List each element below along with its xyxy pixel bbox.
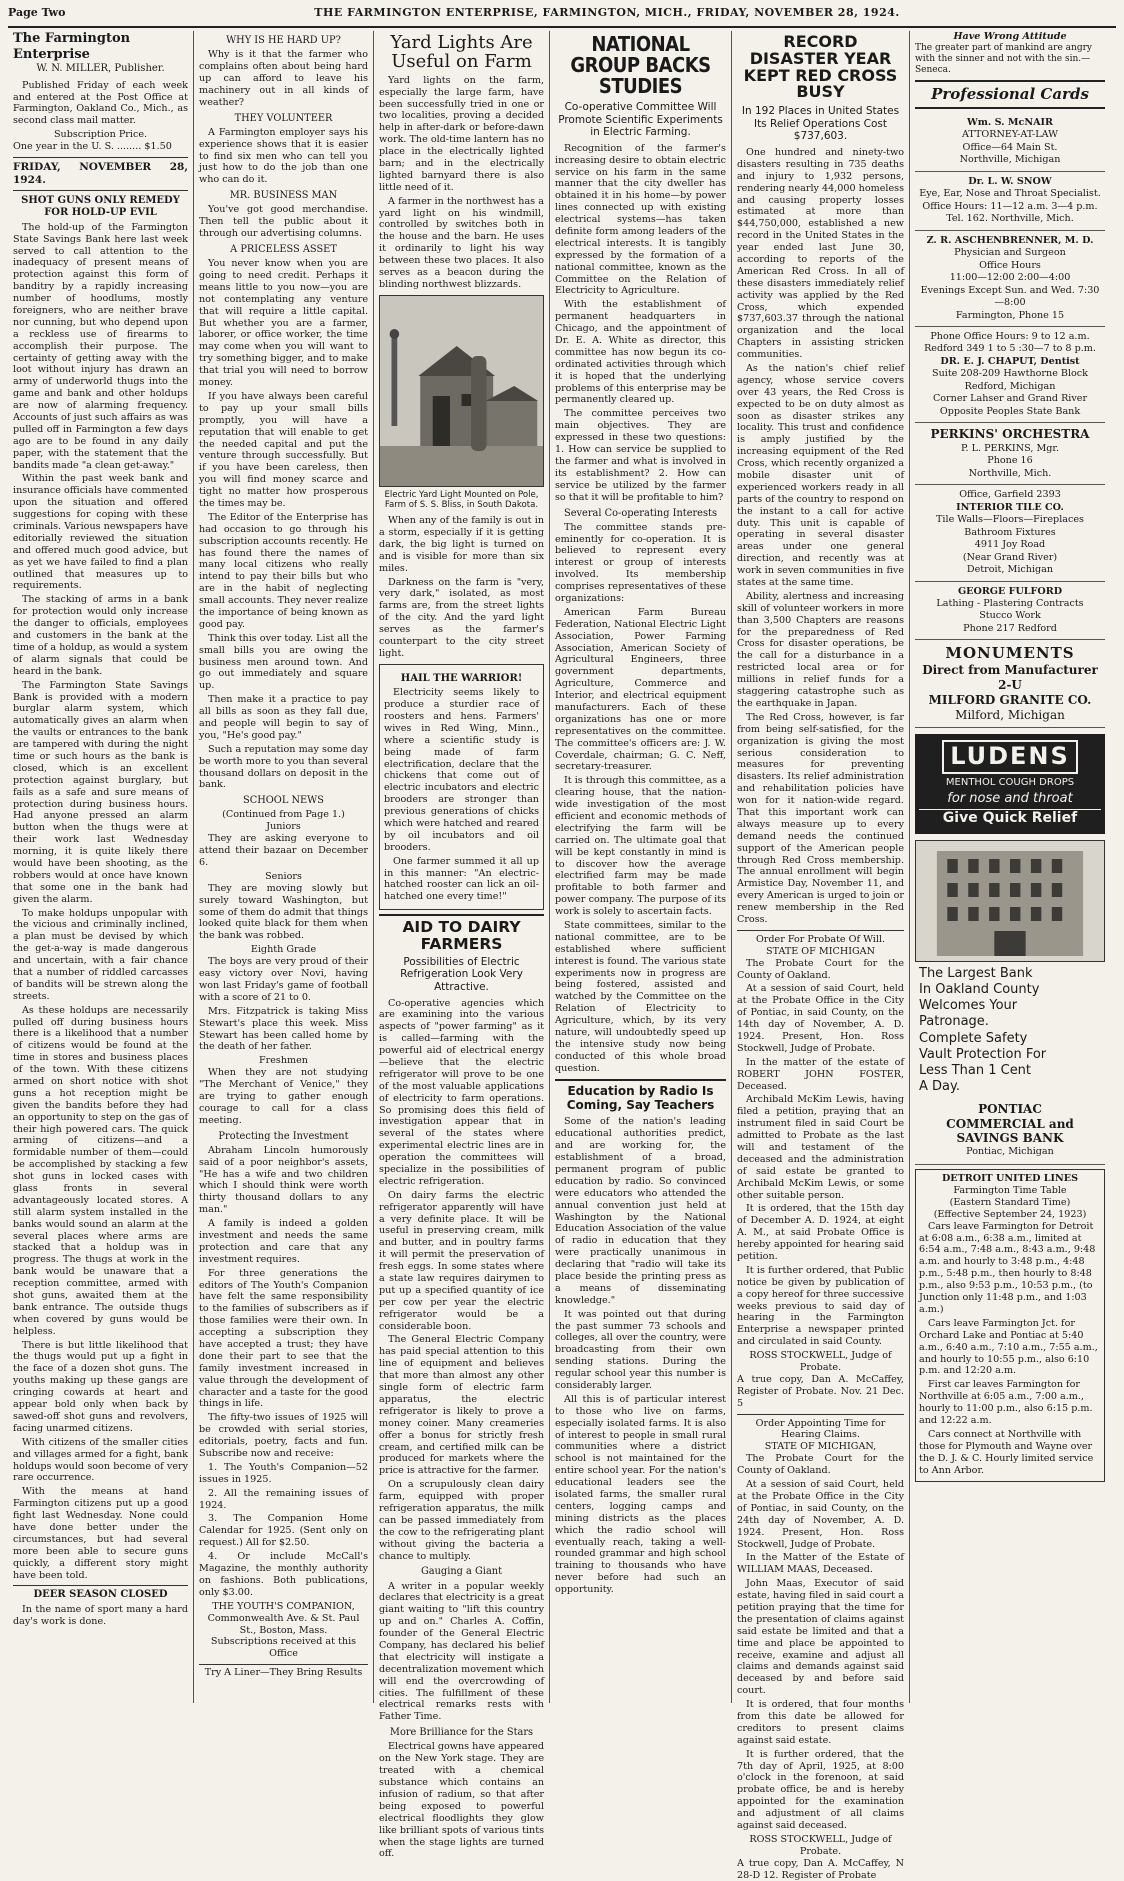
article-paragraph: American Farm Bureau Federation, National Electric Light Association, Power Farming Association, American Society of Agricultural Engineers, three government departments, Agriculture, Commerce and Interior, and electrical equipment manufacturers. Each of these organizations has one or more representatives on the committee. The committee's officers are: J. W. Coverdale, chairman; G. C. Neff, secretary-treasurer. (555, 606, 726, 773)
article-paragraph: When they are not studying "The Merchant of Venice," they are trying to gather enough courage to call for a class meeting. (199, 1067, 368, 1126)
article-paragraph: On a scrupulously clean dairy farm, equipped with proper refrigeration apparatus, the milk can be passed immediately from the cow to the refrigerating plant without giving the bacteria a chance to multiply. (379, 1479, 544, 1562)
article-paragraph: All this is of particular interest to those who live on farms, especially isolated farms. It is also of interest to people in small rural communities where a district school is not maintained for the entire school year. For the nation's educational leaders see the isolated farms, the smaller rural centers, logging camps and mining districts as the places which the radio school will eventually reach, taking a well-rounded grammar and high school training to thousands who have never before had such an opportunity. (555, 1393, 726, 1596)
article-paragraph: Then make it a practice to pay all bills as soon as they fall due, and people will begin to say of you, "He's good pay." (199, 694, 368, 741)
issue-date: FRIDAY, NOVEMBER 28, 1924. (13, 157, 188, 191)
notice-signature: ROSS STOCKWELL, Judge of Probate. (749, 1833, 892, 1857)
column-3 (374, 31, 550, 1860)
ad-line: Vault Protection For (919, 1046, 1047, 1062)
liner-tagline: Try A Liner—They Bring Results (199, 1664, 368, 1679)
ad-line: Complete Safety (919, 1030, 1028, 1046)
timetable-paragraph: First car leaves Farmington for Northville at 6:05 a.m., 7:00 a.m., hourly to 11:00 p.m., also 6:15 p.m. and 12:22 a.m. (919, 1379, 1093, 1426)
article-paragraph: The committee perceives two main objectives. They are expressed in these two questions: 1. How can service be supplied to the farmer and what is involved in its establishment? 2. How can service be utilized by the farmer so that it will be profitable to him? (555, 408, 726, 503)
article-paragraph: Some of the nation's leading educational authorities predict, and are working for, the establishment of a broad, permanent program of public education by radio. So convinced were educators who attended the annual convention just held at Washington by the National Education Association of the value of radio in education that they were practically unanimous in declaring that "radio will take its place beside the printing press as a means of disseminating knowledge." (555, 1116, 726, 1306)
notice-paragraph: In the Matter of the Estate of WILLIAM MAAS, Deceased. (737, 1552, 904, 1576)
business-card (915, 113, 1105, 172)
article-headline: THEY VOLUNTEER (234, 112, 333, 124)
article-paragraph: One hundred and ninety-two disasters resulting in 735 deaths and injury to 1,932 persons, rendering nearly 44,000 homeless and causing property losses estimated at more than $44,750,000, established a new record in the United States in the year ended last June 30, according to reports of the American Red Cross. In all of these disasters immediately relief activity was applied by the Red Cross, which expended $737,603.37 through the national organization and the local Chapters in assisting stricken communities. (737, 146, 904, 361)
bank-building-icon (916, 841, 1104, 961)
card-line: ATTORNEY-AT-LAW (962, 129, 1058, 141)
advertiser-name: THE YOUTH'S COMPANION, (212, 1600, 355, 1612)
timetable-paragraph: Cars leave Farmington Jct. for Orchard Lake and Pontiac at 5:40 a.m., 6:40 a.m., 7:10 a.m., 7:55 a.m., and hourly to 10:55 p.m., also 6:10 p.m. and 12:20 a.m. (919, 1317, 1098, 1377)
article-paragraph: On dairy farms the electric refrigerator apparently will have a very definite place. It will be useful in preserving cream, milk and butter, and in poultry farms it will permit the preservation of fresh eggs. In some states where a state law requires dairymen to put up a specified quantity of ice per cow per year the electric refrigerator would be a considerable boon. (379, 1189, 544, 1332)
card-line: Physician and Surgeon (954, 247, 1066, 259)
card-line: Dr. L. W. SNOW (968, 175, 1052, 187)
article-paragraph: As the nation's chief relief agency, whose service covers over 43 years, the Red Cross is expected to be on duty almost as soon as disaster strikes any locality. This trust and confidence is amply justified by the increasing equipment of the Red Cross, which recently organized a mobile disaster unit of experienced workers ready in all parts of the country to respond on the instant to a call for active duty. This unit is capable of operating in several disaster areas under one general direction, and recently was at work in seven communities in five states at the same time. (737, 363, 904, 589)
bank-name: SAVINGS BANK (956, 1131, 1064, 1146)
notice-paragraph: It is ordered, that the 15th day of December A. D. 1924, at eight A. M., at said Probate Office is hereby appointed for hearing said petition. (737, 1203, 904, 1263)
notice-copy: A true copy, Dan A. McCaffey, Register of Probate. Nov. 21 Dec. 5 (737, 1373, 904, 1409)
article-paragraph: Co-operative agencies which are examining into the various aspects of "power farming" as it is called—farming with the powerful aid of electrical energy—believe that the electric refrigerator will prove to be one of the most valuable applications of electricity to farm operations. So promising does this field of investigation appear that in several of the states where experimental electric lines are in operation the committees will specialize in the possibilities of electric refrigeration. (379, 997, 544, 1187)
article-paragraph: Abraham Lincoln humorously said of a poor neighbor's assets, "He has a wife and two children which I should think were worth thirty thousand dollars to any man." (199, 1144, 368, 1216)
notice-title: Order For Probate Of Will. (755, 933, 886, 945)
card-line: Northville, Mich. (968, 467, 1052, 479)
article-paragraph: When any of the family is out in a storm, especially if it is getting dark, the big light is turned on and is visible for more than six miles. (379, 515, 544, 574)
ad-line: The Largest Bank (919, 965, 1033, 981)
article-paragraph: With the establishment of permanent headquarters in Chicago, and the appointment of Dr. E. A. White as director, this committee has now begun its co-ordinated activities through which it is hoped that the underlying problems of this enterprise may be permanently cleared up. (555, 299, 726, 406)
publication-title: The Farmington Enterprise (13, 31, 131, 63)
article-paragraph: The committee stands pre-eminently for co-operation. It is believed to represent every interest or group of interests involved. Its membership comprises representatives of these organizations: (555, 521, 726, 604)
timetable-title: DETROIT UNITED LINES (941, 1173, 1079, 1185)
card-line: P. L. PERKINS, Mgr. (961, 442, 1059, 454)
notice-court: The Probate Court for the County of Oakland. (737, 1453, 904, 1477)
timetable-line: (Effective September 24, 1923) (933, 1208, 1087, 1220)
ad-line: Direct from Manufacturer (922, 663, 1098, 678)
subscription-label: Subscription Price. (53, 129, 148, 141)
article-paragraph: The Editor of the Enterprise has had occasion to go through his subscription accounts recently. He has found there the names of many local citizens who really intend to pay their bills but who are in the habit of neglecting small accounts. They never realize the importance of being known as good pay. (199, 511, 368, 630)
card-line: Evenings Except Sun. and Wed. 7:30—8:00 (920, 284, 1100, 309)
article-paragraph: They are moving slowly but surely toward Washington, but some of them do admit that things looked quite black for them when the bank was robbed. (199, 882, 368, 942)
timetable-ad (915, 1169, 1105, 1482)
card-line: Office Hours (979, 259, 1041, 271)
ad-line: Less Than 1 Cent (919, 1063, 1032, 1079)
article-paragraph: A writer in a popular weekly declares that electricity is a great giant waiting to "lift this country up and on." Charles A. Coffin, founder of the General Electric Company, has declared his belief that electricity will instigate a decentralization movement which will end the overcrowding of cities. The fulfillment of these electrical remarks rests with Father Time. (379, 1580, 544, 1723)
article-paragraph: The General Electric Company has paid special attention to this line of equipment and believes that more than almost any other single form of electric farm apparatus, the electric refrigerator is likely to prove a money coiner. Many creameries offer a bonus for strictly fresh cream, and certified milk can be produced for markets where the price is attractive for the farmer. (379, 1334, 544, 1477)
ad-line: 2-U (998, 678, 1022, 693)
article-headline: RECORD DISASTER YEAR KEPT RED CROSS BUSY (743, 32, 898, 102)
notice-title: Order Appointing Time for Hearing Claims. (755, 1417, 886, 1441)
article-headline: WHY IS HE HARD UP? (226, 35, 341, 46)
article-paragraph: 2. All the remaining issues of 1924. (199, 1487, 368, 1511)
article-headline: SHOT GUNS ONLY REMEDY FOR HOLD-UP EVIL (21, 194, 180, 219)
card-line: Northville, Michigan (959, 154, 1061, 166)
monuments-ad (915, 644, 1105, 728)
article-paragraph: Why is it that the farmer who complains often about being hard up can afford to leave his machinery out in all kinds of weather? (199, 49, 368, 108)
article-paragraph: As these holdups are necessarily pulled off during business hours there is a likelihood that a number of citizens would be found at the time in stores and business places of the town. With these citizens armed on short notice with shot guns a hot reception might be given the bandits before they had an opportunity to step on the gas of their high powered cars. The quick arming of citizens—and a formidable number of them—could be accomplished by stacking a few shot guns in locked cases with glass fronts in several advantageously located stores. A still alarm system installed in the banks would sound an alarm at the several places where arms are stacked that a holdup was in progress. The thugs at work in the bank would be unaware that a reception committee, armed with shot guns, awaited them at the bank entrance. The outside thugs when covered by guns would be helpless. (13, 1004, 188, 1337)
ad-line: In Oakland County (919, 981, 1040, 997)
page-label: Page Two (8, 6, 66, 19)
article-paragraph: Such a reputation may some day be worth more to you than several thousand dollars on deposit in the bank. (199, 743, 368, 791)
ad-line: Patronage. (919, 1014, 989, 1030)
continued-note: (Continued from Page 1.) (222, 809, 345, 821)
article-paragraph: With the means at hand Farmington citizens put up a good fight last Wednesday. None could have done better under the circumstances, but had several more been able to secure guns quickly, a different story might have been told. (13, 1486, 188, 1581)
article-paragraph: A family is indeed a golden investment and needs the same protection and care that any investment requires. (199, 1218, 368, 1265)
ad-line: MILFORD GRANITE CO. (928, 693, 1092, 708)
notice-signature: ROSS STOCKWELL, Judge of Probate. (749, 1350, 892, 1374)
notice-paragraph: It is further ordered, that Public notice be given by publication of a copy hereof for three successive weeks previous to said day of hearing in the Farmington Enterprise a newspaper printed and circulated in said County. (737, 1264, 904, 1348)
article-paragraph: 4. Or include McCall's Magazine, the monthly authority on fashions. Both publications, only $3.00. (199, 1551, 368, 1598)
card-line: Bathroom Fixtures (964, 526, 1056, 538)
ad-line: for nose and throat (947, 791, 1073, 807)
subscription-price: One year in the U. S. ........ $1.50 (13, 141, 172, 153)
card-line: Tile Walls—Floors—Fireplaces (936, 514, 1084, 526)
bank-ad-text (915, 966, 1105, 1096)
article-paragraph: Electrical gowns have appeared on the New York stage. They are treated with a chemical substance which contains an infusion of radium, so that after being exposed to powerful electrical floodlights they glow like brilliant spots of various tints when the stage lights are turned off. (379, 1741, 544, 1860)
article-paragraph: 3. The Companion Home Calendar for 1925. (Sent only on request.) All for $2.50. (199, 1513, 368, 1549)
business-card (915, 327, 1105, 423)
article-subhead: In 192 Places in United States Its Relief Operations Cost $737,603. (741, 105, 900, 143)
article-headline: MR. BUSINESS MAN (229, 190, 338, 202)
card-line: Farmington, Phone 15 (955, 309, 1065, 321)
timetable-paragraph: Cars connect at Northville with those for Plymouth and Wayne over the D. J. & C. Hourly limited service to Ann Arbor. (919, 1428, 1094, 1476)
notice-paragraph: It is ordered, that four months from this date be allowed for creditors to present claims against said estate. (737, 1699, 904, 1746)
article-headline: SCHOOL NEWS (243, 795, 324, 807)
article-paragraph: With citizens of the smaller cities and villages armed for a fight, bank holdups would soon become of very rare occurrence. (13, 1436, 188, 1484)
article-paragraph: Ability, alertness and increasing skill of volunteer workers in more than 3,500 Chapters are reasons for the preparedness of Red Cross for disaster operations, be the call for a disturbance in a restricted local area or for millions in relief funds for a staggering catastrophe such as the earthquake in Japan. (737, 590, 904, 709)
card-line: GEORGE FULFORD (957, 585, 1063, 597)
bank-building-image (915, 840, 1105, 962)
article-paragraph: You never know when you are going to need credit. Perhaps it means little to you now—you are not contemplating any venture that will require a little capital. But whether you are a farmer, laborer, or office worker, the time may come when you will want to try something bigger, and to make that trial you will need to borrow money. (199, 258, 368, 389)
article-paragraph: If you have always been careful to pay up your small bills promptly, you will have a reputation that will enable to get the needed capital and put the venture through successfully. But if you have been careless, then you will find money scarce and tight no matter how prosperous the times may be. (199, 390, 368, 509)
card-line: Office, Garfield 2393 (959, 489, 1061, 501)
article-paragraph: Recognition of the farmer's increasing desire to obtain electric service on his farm in the same manner that the city dweller has obtained it in his home—by power lines connected up with existing electrical systems—has taken definite form among leaders of the electrical interests. It is tangibly expressed by the formation of a national committee, known as the Committee on the Relation of Electricity to Agriculture. (555, 142, 726, 297)
subhead: Eighth Grade (250, 944, 317, 956)
ad-line: Give Quick Relief (919, 809, 1101, 827)
article-paragraph: Yard lights on the farm, especially the large farm, have been successfully tried in one or two localities, proving a decided help in after-dark or before-dawn work. The old-time lantern has no place in the electrically lighted barn; and in the electrically lighted barnyard there is also little need of it. (379, 74, 544, 193)
article-subhead: Possibilities of Electric Refrigeration Look Very Attractive. (400, 955, 523, 993)
article-paragraph: A Farmington employer says his experience shows that it is easier to find six men who can tell you just how to do the job than one who can do it. (199, 126, 368, 186)
column-1 (8, 31, 194, 1703)
article-paragraph: The hold-up of the Farmington State Savings Bank here last week served to call attention to the inadequacy of present means of protection against this form of banditry by a rapidly increasing number of hoodlums, mostly foreigners, who are neither brave nor cunning, but who depend upon a reckless use of firearms to accomplish their purpose. The certainty of getting away with the loot without injury has drawn an army of underworld thugs into the game and bank and other holdups are now of alarming frequency. Accounts of just such affairs as was pulled off in Farmington a few days ago are to be found in any daily paper, with the statement that the bandits made "a clean get-away." (13, 221, 188, 471)
notice-court: The Probate Court for the County of Oakland. (737, 957, 904, 981)
card-line: Stucco Work (979, 610, 1041, 622)
article-headline: Gauging a Giant (420, 1566, 503, 1578)
card-line: Eye, Ear, Nose and Throat Specialist. (919, 188, 1101, 200)
ad-line: Milford, Michigan (955, 708, 1065, 723)
notice-paragraph: At a session of said Court, held at the Probate Office in the City of Pontiac, in said County, on the 14th day of November, A. D. 1924. Present, Hon. Ross Stockwell, Judge of Probate. (737, 983, 904, 1054)
publication-info: Published Friday of each week and entered at the Post Office at Farmington, Oakland Co., Mich., as second class mail matter. (13, 79, 188, 127)
card-line: Office Hours: 11—12 a.m. 3—4 p.m. (922, 200, 1098, 212)
article-paragraph: The boys are very proud of their easy victory over Novi, having won last Friday's game of football with a score of 21 to 0. (199, 956, 368, 1003)
bank-city: Pontiac, Michigan (966, 1146, 1054, 1158)
article-paragraph: The Red Cross, however, is far from being self-satisfied, for the organization is giving the most serious consideration to measures for preventing disasters. Its relief administration and rehabilitation policies have won for it nation-wide regard. That this important work can always measure up to every demand needs the continued support of the American people through Red Cross membership. The annual enrollment will begin Armistice Day, November 11, and every American is urged to join or renew membership in the Red Cross. (737, 711, 904, 925)
advertiser-note: Subscriptions received at this Office (210, 1636, 357, 1660)
card-line: Tel. 162. Northville, Mich. (946, 213, 1074, 225)
card-line: Suite 208-209 Hawthorne Block (932, 368, 1088, 380)
bank-ad (915, 840, 1105, 1166)
article-headline: NATIONAL GROUP BACKS STUDIES (570, 32, 711, 98)
card-line: (Near Grand River) (962, 551, 1058, 563)
farm-photo (379, 295, 544, 487)
timetable-line: (Eastern Standard Time) (949, 1196, 1071, 1208)
notice-copy: A true copy, Dan A. McCaffey, N 28-D 12. Register of Probate (737, 1857, 904, 1881)
page-header (8, 6, 1116, 24)
article-paragraph: The stacking of arms in a bank for protection would only increase the danger to officials, employees and customers in the bank at the time of a holdup, as would a system of alarm signals that could be heard in the bank. (13, 594, 188, 677)
ad-line: MONUMENTS (945, 644, 1075, 663)
notice-paragraph: It is further ordered, that the 7th day of April, 1925, at 8:00 o'clock in the forenoon, at said probate office, be and is hereby appointed for the examination and adjustment of all claims against said deceased. (737, 1748, 904, 1831)
article-headline: More Brilliance for the Stars (389, 1727, 534, 1739)
card-line: 11:00—12:00 2:00—4:00 (949, 272, 1071, 284)
subhead: Juniors (266, 821, 301, 833)
article-headline: AID TO DAIRY FARMERS (379, 914, 544, 952)
column-4 (550, 31, 732, 1703)
article-paragraph: It is through this committee, as a clearing house, that the nation-wide investigation of the most efficient and economic methods of electrifying the farm will be carried on. The ultimate goal that will be kept constantly in mind is to discover how the average electrified farm may be made profitable to both farmer and power company. The purpose of its work is solely to ascertain facts. (555, 775, 726, 918)
notice-paragraph: John Maas, Executor of said estate, having filed in said court a petition praying that the time for the presentation of claims against said estate be limited and that a time and place be appointed to receive, examine and adjust all claims and demands against said deceased by and before said court. (737, 1578, 904, 1697)
article-paragraph: A farmer in the northwest has a yard light on his windmill, controlled by switches both in the house and the barn. He uses it ordinarily to light his way between these two places. It also serves as a beacon during the blinding northwest blizzards. (379, 195, 544, 290)
probate-notice (737, 930, 904, 1410)
article-paragraph: They are asking everyone to attend their bazaar on December 6. (199, 833, 368, 869)
article-paragraph: One farmer summed it all up in this manner: "An electric-hatched rooster can lick an oil-hatched one every time!" (384, 855, 539, 903)
ad-line: MENTHOL COUGH DROPS (945, 776, 1075, 788)
card-line: Wm. S. McNAIR (966, 116, 1053, 128)
article-headline: A PRICELESS ASSET (230, 244, 337, 255)
article-paragraph: The fifty-two issues of 1925 will be crowded with serial stories, editorials, poetry, facts and fun. Subscribe now and receive: (199, 1412, 368, 1460)
column-2 (194, 31, 374, 1703)
column-5 (732, 31, 910, 1881)
article-headline: DEER SEASON CLOSED (13, 1585, 188, 1601)
notice-state: STATE OF MICHIGAN, (764, 1441, 877, 1453)
ludens-ad (915, 734, 1105, 834)
article-headline: HAIL THE WARRIOR! (400, 672, 523, 684)
column-6 (910, 31, 1110, 1703)
card-line: Z. R. ASCHENBRENNER, M. D. (926, 234, 1094, 246)
card-line: Redford, Michigan (964, 380, 1056, 392)
card-line: Phone 16 (987, 455, 1033, 467)
publisher-name: W. N. MILLER, Publisher. (36, 63, 165, 75)
card-line: Corner Lahser and Grand River (932, 393, 1088, 405)
timetable-paragraph: Cars leave Farmington for Detroit at 6:08 a.m., 6:38 a.m., limited at 6:54 a.m., 7:48 a.m., 8:43 a.m., 9:48 a.m. and hourly to 3:48 p.m., 4:48 p.m., 5:48 p.m., then hourly to 8:48 p.m., also 9:53 p.m., 10:53 p.m., (to Junction only 11:48 p.m., and 1:03 a.m.) (919, 1220, 1096, 1315)
article-paragraph: State committees, similar to the national committee, are to be established where sufficient interest is found. The various state experiments now in progress are being fostered, assisted and watched by the Committee on the Relation of Electricity to Agriculture, which, by its very nature, will undoubtedly speed up the intensive study now being conducted of this whole broad question. (555, 920, 726, 1074)
ad-line: Welcomes Your (919, 998, 1018, 1014)
article-paragraph: Think this over today. List all the small bills you are owing the business men around town. And go out immediately and square up. (199, 632, 368, 692)
card-line: Office—64 Main St. (962, 141, 1058, 153)
business-card (915, 172, 1105, 231)
photo-caption: Electric Yard Light Mounted on Pole, Farm of S. S. Bliss, in South Dakota. (384, 489, 539, 511)
article-paragraph: Within the past week bank and insurance officials have commented upon the situation and offered suggestions for coping with these criminals. Various newspapers have editorially reviewed the situation and offered much good advice, but as yet we have failed to find a plan outlined that measures up to requirements. (13, 473, 188, 592)
notice-state: STATE OF MICHIGAN (766, 945, 875, 957)
article-paragraph: The Farmington State Savings Bank is provided with a modern burglar alarm system, which automatically gives an alarm when the vaults or entrances to the bank are tampered with during the night time or such hours as the bank is closed, which is an excellent protection against burglary, but fails as a safe and sure means of protection during business hours. Had anyone pressed an alarm button when the thugs were at their work last Wednesday morning, it is quite likely there would have been shooting, as the robbers would at once have known that some one in the bank had given the alarm. (13, 679, 188, 905)
article-headline: Yard Lights Are Useful on Farm (390, 32, 533, 72)
card-line: Lathing - Plastering Contracts (936, 598, 1084, 610)
article-paragraph: Electricity seems likely to produce a sturdier race of roosters and hens. Farmers' wives in Red Wing, Minn., where a scientific study is being made of farm electrification, declare that the chickens that come out of electric incubators and electric brooders are stronger than previous generations of chicks which were hatched and reared by oil incubators and oil brooders. (384, 687, 539, 853)
card-line: Redford 349 1 to 5 :30—7 to 8 p.m. (924, 343, 1096, 355)
timetable-line: Farmington Time Table (953, 1185, 1067, 1197)
article-paragraph: Darkness on the farm is "very, very dark," isolated, as most farms are, from the street lights of the city. And the yard light serves as the farmer's counterpart to the city street light. (379, 576, 544, 659)
ad-brand: LUDENS (942, 740, 1078, 774)
card-line: Phone 217 Redford (963, 622, 1057, 634)
article-paragraph: For three generations the editors of The Youth's Companion have felt the same responsibility to the families of subscribers as if those families were their own. In accepting a subscription they have accepted a trust; they have done their part to see that the family investment increased in value through the development of character and a taste for the good things in life. (199, 1267, 368, 1410)
article-headline: Protecting the Investment (218, 1130, 349, 1142)
subhead: Freshmen (259, 1055, 308, 1067)
card-line: Phone Office Hours: 9 to 12 a.m. (930, 330, 1090, 342)
boxed-article (379, 664, 544, 910)
subhead: Seniors (265, 870, 302, 882)
article-paragraph: There is but little likelihood that the thugs would put up a fight in the face of a dozen shot guns. The youths making up these gangs are cringing cowards at heart and appear bold only when back by sawed-off shot guns and revolvers, facing unarmed citizens. (13, 1339, 188, 1434)
card-line: PERKINS' ORCHESTRA (930, 427, 1090, 442)
quote-text: The greater part of mankind are angry with the sinner and not with the sin.—Seneca. (915, 42, 1092, 76)
article-paragraph: To make holdups unpopular with the vicious and criminally inclined, a plan must be devised by which the get-a-way is made dangerous and uncertain, with a fair chance that a number of riddled carcasses of bandits will be strewn along the streets. (13, 907, 188, 1002)
article-paragraph: You've got good merchandise. Then tell the public about it through our advertising columns. (199, 204, 368, 240)
card-line: Detroit, Michigan (966, 564, 1054, 576)
business-card (915, 423, 1105, 485)
notice-paragraph: In the matter of the estate of ROBERT JOHN FOSTER, Deceased. (737, 1056, 904, 1092)
card-line: DR. E. J. CHAPUT, Dentist (940, 355, 1080, 367)
article-paragraph: It was pointed out that during the past summer 73 schools and colleges, all over the country, were broadcasting from their own sending stations. During the regular school year this number is considerably larger. (555, 1308, 726, 1391)
article-headline: Education by Radio Is Coming, Say Teachers (555, 1079, 726, 1113)
article-paragraph: Mrs. Fitzpatrick is taking Miss Stewart's place this week. Miss Stewart has been called home by the death of her father. (199, 1005, 368, 1053)
article-paragraph: 1. The Youth's Companion—52 issues in 1925. (199, 1461, 368, 1485)
article-subhead: Several Co-operating Interests (564, 507, 717, 519)
notice-paragraph: Archibald McKim Lewis, having filed a petition, praying that an instrument filed in said Court be admitted to Probate as the last will and testament of the deceased and the administration of said estate be granted to Archibald McKim Lewis, or some other suitable person. (737, 1094, 904, 1201)
bank-name: COMMERCIAL and (946, 1116, 1074, 1131)
business-card (915, 231, 1105, 327)
ad-line: A Day. (919, 1079, 960, 1095)
business-card (915, 485, 1105, 581)
quote-headline: Have Wrong Attitude (953, 31, 1067, 42)
masthead: THE FARMINGTON ENTERPRISE, FARMINGTON, MICH., FRIDAY, NOVEMBER 28, 1924. (314, 6, 900, 19)
bank-name: PONTIAC (978, 1101, 1042, 1116)
notice-paragraph: At a session of said Court, held at the Probate Office in the City of Pontiac, in said County, on the 24th day of November, A. D. 1924. Present, Hon. Ross Stockwell, Judge of Probate. (737, 1479, 904, 1550)
business-card (915, 582, 1105, 641)
card-line: Opposite Peoples State Bank (939, 405, 1081, 417)
article-paragraph: In the name of sport many a hard day's work is done. (13, 1603, 188, 1627)
professional-cards-header: Professional Cards (915, 80, 1105, 109)
advertiser-address: Commonwealth Ave. & St. Paul St., Boston, Mass. (207, 1612, 360, 1636)
article-subhead: Co-operative Committee Will Promote Scientific Experiments in Electric Farming. (558, 101, 723, 139)
card-line: INTERIOR TILE CO. (956, 501, 1064, 513)
probate-notice (737, 1414, 904, 1881)
card-line: 4911 Joy Road (974, 539, 1046, 551)
barn-illustration (380, 296, 543, 486)
